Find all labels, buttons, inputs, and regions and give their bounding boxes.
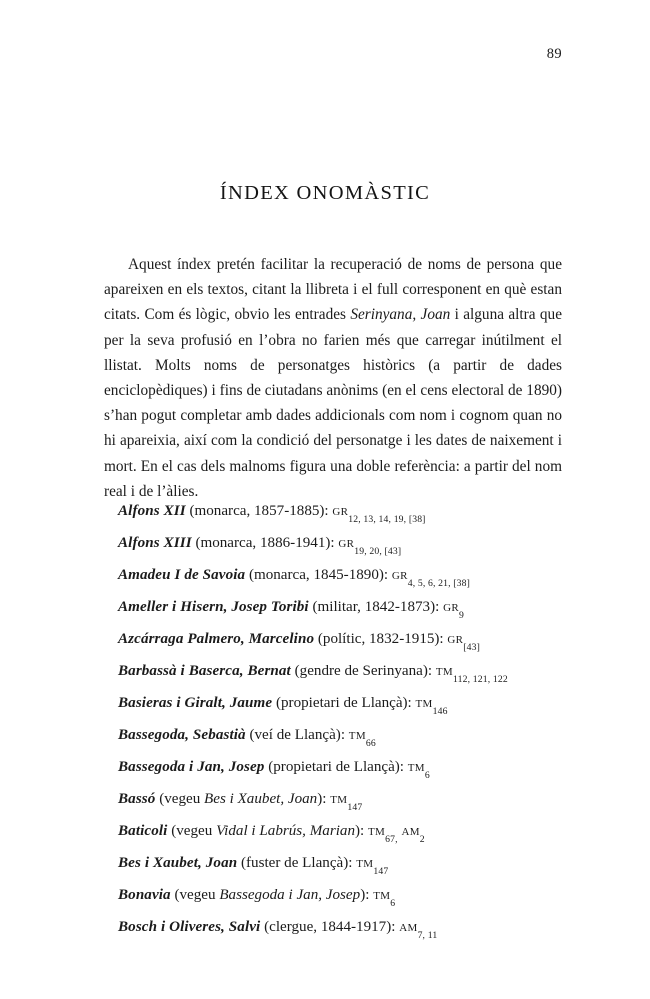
index-entry (104, 690, 574, 722)
page-references: 66 (365, 738, 376, 750)
index-entry (104, 786, 574, 818)
source-code: tm (415, 695, 433, 712)
source-code: tm (348, 727, 366, 744)
entry-name: Bosch i Oliveres, Salvi (118, 919, 261, 936)
source-code: gr (391, 567, 408, 584)
entry-description: (propietari de Llançà): (264, 759, 408, 776)
entry-cross-reference: Bassegoda i Jan, Josep (219, 887, 361, 904)
page-references: 19, 20, [43] (354, 546, 402, 558)
source-code: tm (356, 855, 374, 872)
entry-description: (veí de Llançà): (245, 727, 349, 744)
index-entry (104, 722, 574, 754)
intro-text-block (104, 252, 562, 504)
source-code: tm (407, 759, 425, 776)
index-entry (104, 498, 574, 530)
source-code: gr (338, 535, 355, 552)
intro-paragraph: Aquest índex pretén facilitar la recuperació de noms de persona que apareixen en els textos, citant la llibreta i el full corresponent en què estan citats. Com és lògic, obvio les entrades Serinyana, Joan i alguna altra que per la seva profusió en l’obra no farien més que carregar inútilment el llistat. Molts noms de personatges històrics (a partir de dades enciclopèdiques) i fins de ciutadans anònims (en el cens electoral de 1890) s’han pogut completar amb dades addicionals com nom i cognom quan no hi apareixia, així com la condició del personatge i les dates de naixement i mort. En el cas dels malnoms figura una doble referència: a partir del nom real i de l’àlies. (104, 256, 562, 500)
page-references: 67, (385, 834, 398, 846)
source-code: gr (443, 599, 459, 616)
page-references: [43] (463, 642, 481, 654)
entry-description: (polític, 1832-1915): (314, 631, 448, 648)
entry-description: (fuster de Llançà): (237, 855, 357, 872)
index-entry (104, 658, 574, 690)
entry-name: Basieras i Giralt, Jaume (118, 695, 273, 712)
page-references: 2 (419, 834, 425, 846)
page-references: 12, 13, 14, 19, [38] (348, 514, 426, 526)
source-code: tm (368, 823, 386, 840)
index-entry-list (104, 498, 574, 946)
entry-description: (militar, 1842-1873): (308, 599, 444, 616)
entry-description: (clergue, 1844-1917): (260, 919, 400, 936)
entry-name: Baticoli (118, 823, 168, 840)
source-code: tm (330, 791, 348, 808)
page-references: 147 (373, 866, 389, 878)
index-entry (104, 562, 574, 594)
page-references: 146 (432, 706, 448, 718)
entry-name: Barbassà i Baserca, Bernat (118, 663, 291, 680)
page-references: 7, 11 (417, 930, 438, 942)
entry-description: (monarca, 1886-1941): (191, 535, 339, 552)
entry-name: Azcárraga Palmero, Marcelino (118, 631, 315, 648)
source-code: tm (373, 887, 391, 904)
entry-cross-reference: Vidal i Labrús, Marian (216, 823, 355, 840)
entry-name: Bassegoda i Jan, Josep (118, 759, 265, 776)
entry-description: (vegeu Bassegoda i Jan, Josep): (170, 887, 374, 904)
index-entry (104, 914, 574, 946)
entry-description: (monarca, 1845-1890): (245, 567, 392, 584)
index-entry (104, 882, 574, 914)
entry-name: Bonavia (118, 887, 171, 904)
index-entry (104, 850, 574, 882)
entry-name: Bassegoda, Sebastià (118, 727, 246, 744)
index-entry (104, 818, 574, 850)
entry-description: (monarca, 1857-1885): (185, 503, 333, 519)
page-references: 6 (390, 898, 396, 910)
entry-description: (gendre de Serinyana): (290, 663, 436, 680)
page-references: 147 (347, 802, 363, 814)
entry-description: (vegeu Bes i Xaubet, Joan): (155, 791, 331, 808)
intro-emphasis: Serinyana, Joan (350, 306, 451, 324)
source-code: gr (447, 631, 464, 648)
source-code: tm (435, 663, 453, 680)
entry-description: (propietari de Llançà): (272, 695, 416, 712)
entry-description: (vegeu Vidal i Labrús, Marian): (167, 823, 368, 840)
page-number: 89 (546, 46, 562, 62)
entry-name: Alfons XIII (118, 535, 192, 552)
entry-name: Bassó (118, 791, 156, 808)
entry-name: Ameller i Hisern, Josep Toribi (118, 599, 309, 616)
page-references: 6 (424, 770, 430, 782)
page-references: 112, 121, 122 (452, 674, 508, 686)
index-entry (104, 594, 574, 626)
page-references: 9 (459, 610, 464, 622)
source-code: am (399, 919, 418, 936)
page-references: 4, 5, 6, 21, [38] (407, 578, 471, 590)
index-entry (104, 754, 574, 786)
source-code: am (401, 823, 420, 840)
index-entry (104, 626, 574, 658)
page-title: ÍNDEX ONOMÀSTIC (219, 181, 431, 204)
index-entry (104, 530, 574, 562)
entry-name: Amadeu I de Savoia (118, 567, 246, 584)
entry-name: Alfons XII (118, 503, 186, 519)
source-code: gr (332, 503, 349, 519)
entry-cross-reference: Bes i Xaubet, Joan (204, 791, 318, 808)
entry-name: Bes i Xaubet, Joan (118, 855, 238, 872)
